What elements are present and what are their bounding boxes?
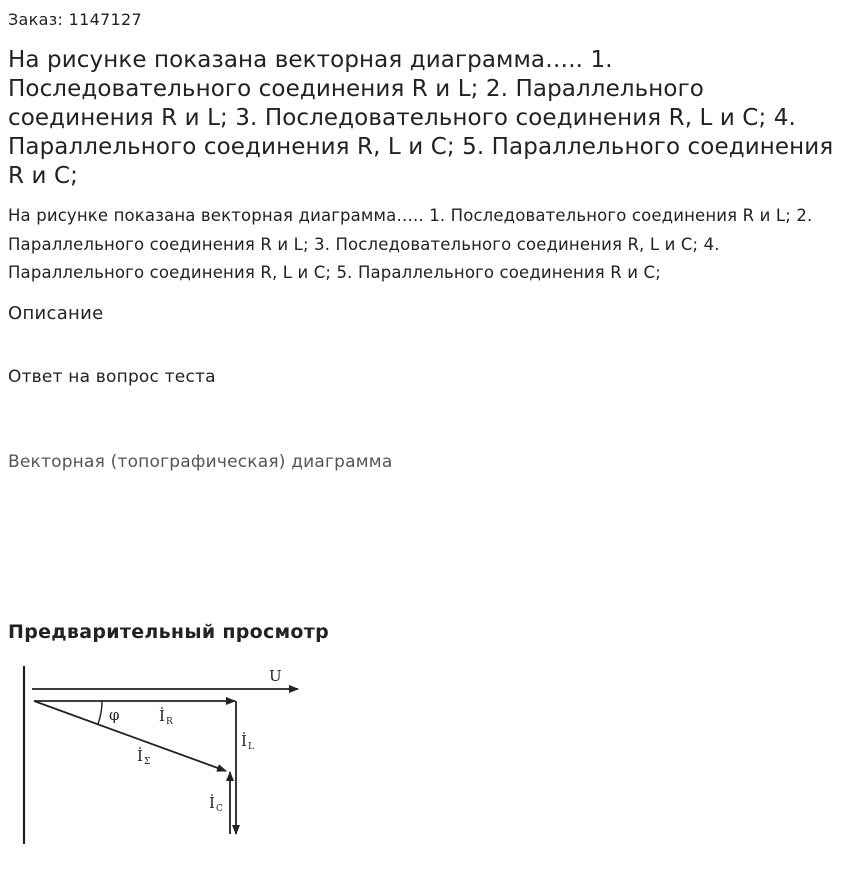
- short-description: На рисунке показана векторная диаграмма….. 1. Последовательного соединения R и L; 2. Параллельного соединения R и L; 3. Последовательного соединения R, L и C; 4. Параллельного соединения R, L и C; 5. Параллельного соединения R и C;: [8, 206, 813, 282]
- current-l-sub: L: [248, 742, 254, 752]
- vector-diagram-svg: [8, 658, 308, 848]
- answer-text: Векторная (топографическая) диаграмма: [8, 452, 393, 472]
- current-l-label: İ: [241, 732, 247, 750]
- current-r-sub: R: [166, 717, 173, 727]
- current-total-sub: Σ: [144, 757, 151, 767]
- current-c-label: İ: [209, 794, 215, 812]
- vector-diagram: [8, 658, 308, 848]
- current-c-sub: C: [216, 804, 223, 814]
- phase-angle-arc: [98, 701, 102, 724]
- current-total-label: İ: [137, 747, 143, 765]
- voltage-label: U: [269, 667, 282, 685]
- current-r-label: İ: [159, 707, 165, 725]
- angle-label: φ: [109, 706, 120, 724]
- answer-label: Ответ на вопрос теста: [8, 367, 216, 387]
- description-heading: Описание: [8, 303, 104, 324]
- preview-heading: Предварительный просмотр: [8, 621, 329, 643]
- order-number: Заказ: 1147127: [8, 10, 142, 29]
- current-total-vector: [34, 701, 226, 771]
- page-title: На рисунке показана векторная диаграмма….. 1. Последовательного соединения R и L; 2. Параллельного соединения R и L; 3. Последовательного соединения R, L и C; 4. Параллельного соединения R, L и C; 5. Параллельного соединения R и C;: [8, 47, 834, 189]
